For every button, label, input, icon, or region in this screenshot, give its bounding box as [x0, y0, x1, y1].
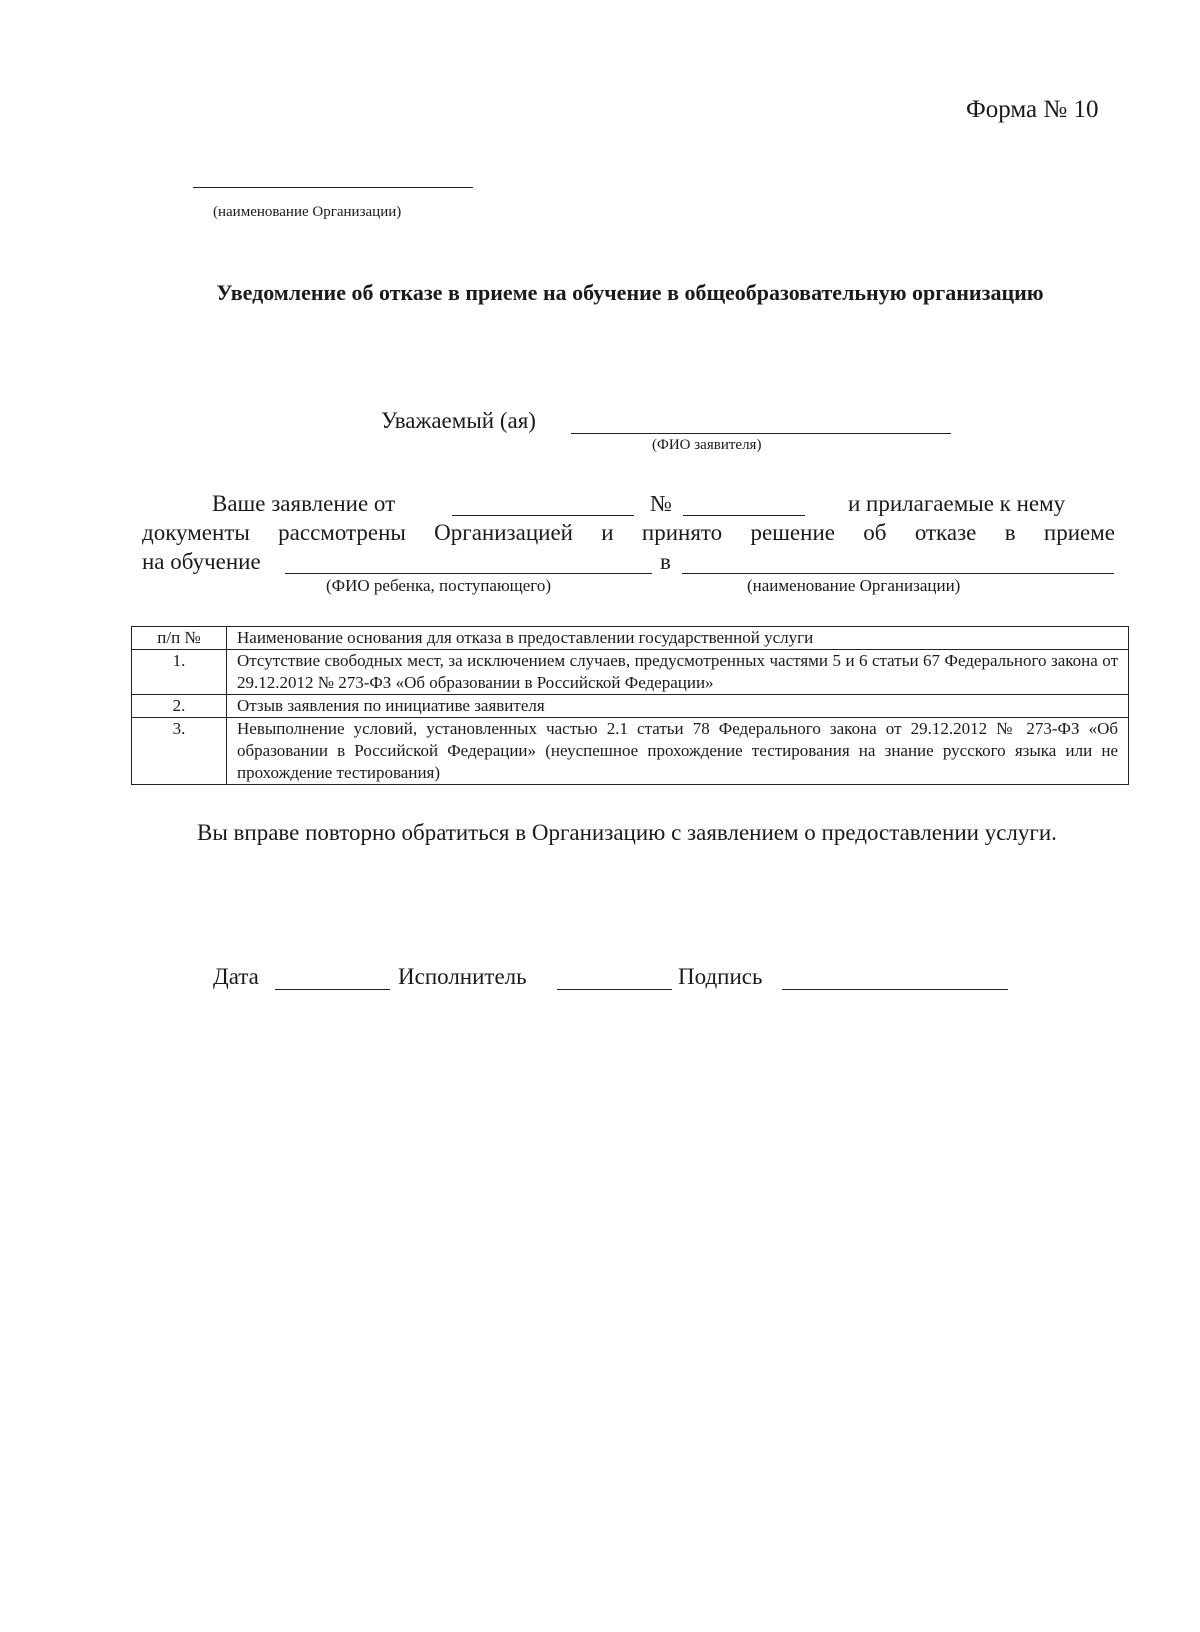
refusal-reasons-table	[131, 626, 1129, 785]
table-row	[132, 695, 1129, 718]
table-cell-reason: Отзыв заявления по инициативе заявителя	[227, 695, 1129, 718]
executor-blank-line	[557, 989, 672, 990]
date-label: Дата	[213, 964, 259, 989]
organization-caption: (наименование Организации)	[747, 576, 961, 595]
table-cell-reason: Невыполнение условий, установленных частью 2.1 статьи 78 Федерального закона от 29.12.2012 № 273-ФЗ «Об образовании в Российской Федерации» (неуспешное прохождение тестирования на знание русского языка или не прохождение тестирования)	[227, 718, 1129, 785]
table-cell-reason: Отсутствие свободных мест, за исключением случаев, предусмотренных частями 5 и 6 статьи 67 Федерального закона от 29.12.2012 № 273-ФЗ «Об образовании в Российской Федерации»	[227, 650, 1129, 695]
body-line1-number-sign: №	[650, 491, 672, 516]
child-name-blank-line	[285, 573, 652, 574]
table-header-row	[132, 627, 1129, 650]
org-name-caption: (наименование Организации)	[213, 204, 402, 220]
body-line3-in: в	[660, 549, 671, 574]
form-number: Форма № 10	[966, 96, 1099, 123]
signature-blank-line	[782, 989, 1008, 990]
body-line1-prefix: Ваше заявление от	[212, 491, 396, 516]
executor-label: Исполнитель	[398, 964, 527, 989]
table-row	[132, 650, 1129, 695]
body-line2: документы рассмотрены Организацией и принято решение об отказе в приеме	[142, 520, 1115, 545]
table-header-reason: Наименование основания для отказа в предоставлении государственной услуги	[227, 627, 1129, 650]
organization-blank-line	[682, 573, 1114, 574]
application-number-blank-line	[683, 515, 805, 516]
application-date-blank-line	[452, 515, 634, 516]
table-cell-number: 1.	[132, 650, 227, 695]
date-blank-line	[275, 989, 390, 990]
org-name-blank-line	[193, 187, 473, 188]
child-name-caption: (ФИО ребенка, поступающего)	[326, 576, 552, 595]
signature-label: Подпись	[678, 964, 763, 989]
table-row	[132, 718, 1129, 785]
document-title: Уведомление об отказе в приеме на обучение в общеобразовательную организацию	[216, 280, 1044, 305]
closing-paragraph: Вы вправе повторно обратиться в Организацию с заявлением о предоставлении услуги.	[197, 820, 1057, 845]
body-line1-suffix: и прилагаемые к нему	[848, 491, 1066, 516]
applicant-name-caption: (ФИО заявителя)	[652, 437, 762, 453]
body-line3-prefix: на обучение	[142, 549, 261, 574]
table-cell-number: 3.	[132, 718, 227, 785]
greeting-label: Уважаемый (ая)	[381, 408, 536, 433]
table-header-number: п/п №	[132, 627, 227, 650]
applicant-name-blank-line	[571, 433, 951, 434]
table-cell-number: 2.	[132, 695, 227, 718]
